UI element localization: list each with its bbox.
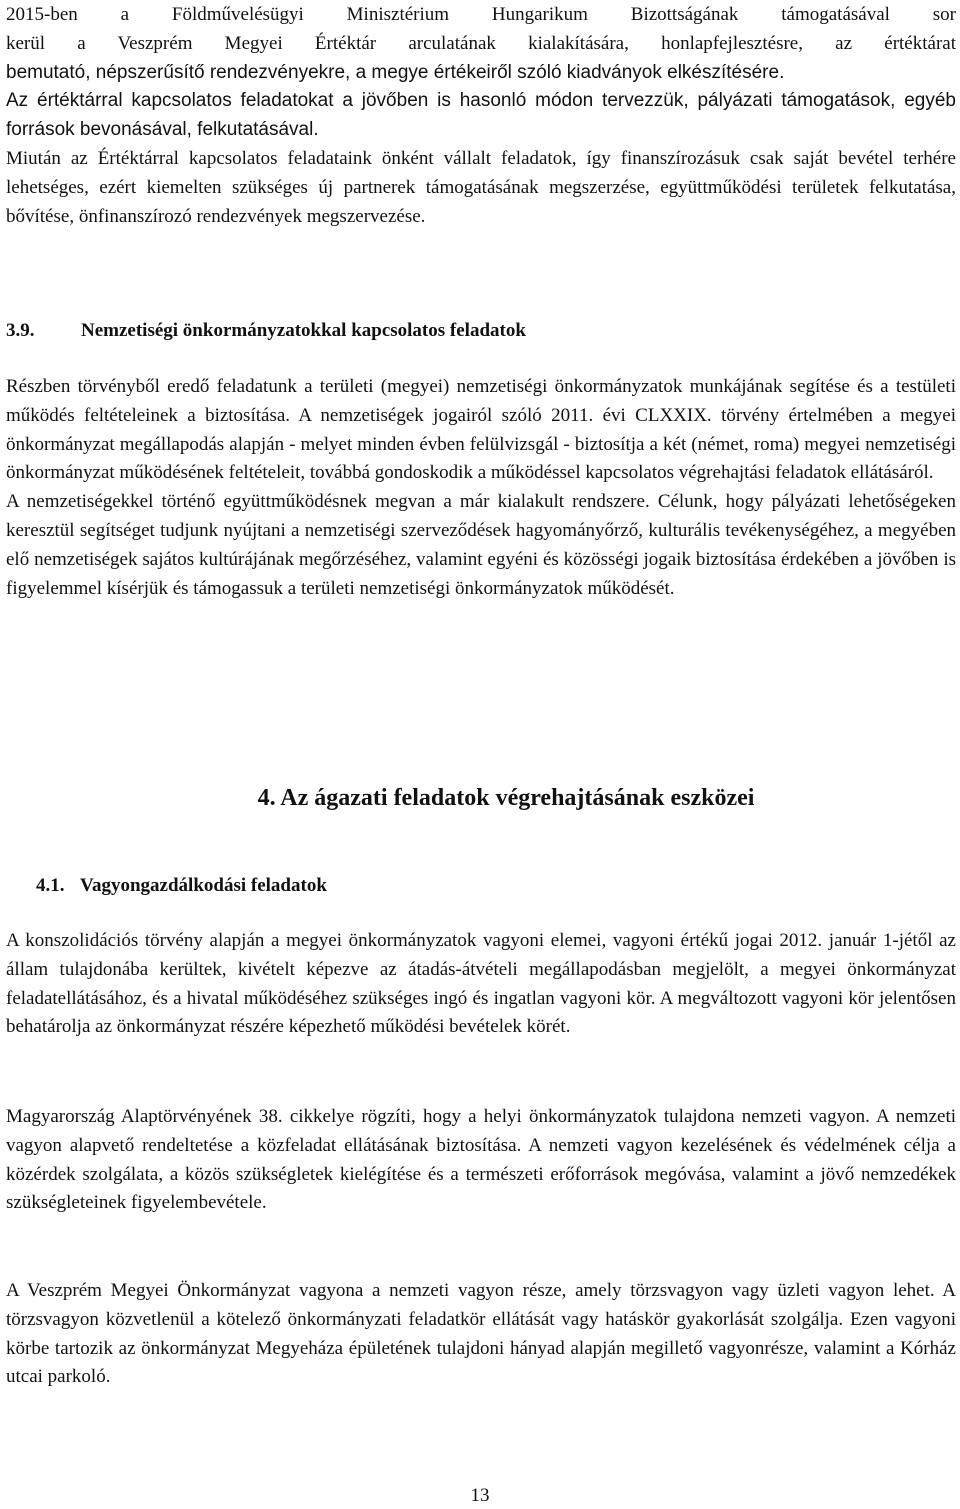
intro-block bbox=[6, 1, 956, 231]
intro-paragraph-2: Az értéktárral kapcsolatos feladatokat a jövőben is hasonló módon tervezzük, pályázati támogatások, egyéb források bevonásával, felkutatásával. bbox=[6, 90, 956, 141]
section-4-1-body-2 bbox=[6, 1103, 956, 1218]
section-4-1-heading bbox=[6, 872, 327, 900]
intro-line-3: bemutató, népszerűsítő rendezvényekre, a megye értékeiről szóló kiadványok elkészítésére. bbox=[6, 61, 785, 83]
chapter-4-number: 4. bbox=[257, 785, 276, 811]
intro-paragraph-1 bbox=[6, 1, 956, 87]
section-3-9-heading bbox=[6, 317, 526, 345]
section-3-9-paragraph-1: Részben törvényből eredő feladatunk a területi (megyei) nemzetiségi önkormányzatok munkájának segítése és a testületi működés feltételeinek a biztosítása. A nemzetiségek jogairól szóló 2011. évi CLXXIX. törvény értelmében a megyei önkormányzat megállapodás alapján - melyet minden évben felülvizsgál - biztosítja a két (német, roma) megyei nemzetiségi önkormányzat működésének feltételeit, továbbá gondoskodik a működéssel kapcsolatos végrehajtási feladatok ellátásáról. bbox=[6, 376, 956, 484]
intro-line-2: kerül a Veszprém Megyei Értéktár arculatának kialakítására, honlapfejlesztésre, az értéktárat bbox=[6, 32, 956, 54]
section-4-1-paragraph-1: A konszolidációs törvény alapján a megyei önkormányzatok vagyoni elemei, vagyoni értékű jogai 2012. január 1-jétől az állam tulajdonába kerültek, kivételt képezve az átadás-átvételi megállapodásban megjelölt, a megyei önkormányzat feladatellátásához, és a hivatal működéséhez szükséges ingó és ingatlan vagyoni kör. A megváltozott vagyoni kör jelentősen behatárolja az önkormányzat részére képezhető működési bevételek körét. bbox=[6, 930, 956, 1038]
intro-paragraph-3: Miután az Értéktárral kapcsolatos feladataink önként vállalt feladatok, így finanszírozásuk csak saját bevétel terhére lehetséges, ezért kiemelten szükséges új partnerek támogatásának megszerzése, együttműködési területek felkutatása, bővítése, önfinanszírozó rendezvények megszervezése. bbox=[6, 147, 956, 227]
section-4-1-body bbox=[6, 927, 956, 1042]
chapter-4-heading bbox=[6, 783, 960, 813]
intro-line-1: 2015-ben a Földművelésügyi Minisztérium Hungarikum Bizottságának támogatásával sor bbox=[6, 4, 956, 25]
section-3-9-title: Nemzetiségi önkormányzatokkal kapcsolatos feladatok bbox=[81, 320, 526, 341]
section-4-1-paragraph-2: Magyarország Alaptörvényének 38. cikkelye rögzíti, hogy a helyi önkormányzatok tulajdona nemzeti vagyon. A nemzeti vagyon alapvető rendeltetése a közfeladat ellátásának biztosítása. A nemzeti vagyon kezelésének és védelmének célja a közérdek szolgálata, a közös szükségletek kielégítése és a természeti erőforrások megóvása, valamint a jövő nemzedékek szükségleteinek figyelembevétele. bbox=[6, 1106, 956, 1214]
chapter-4-title: Az ágazati feladatok végrehajtásának eszközei bbox=[280, 785, 755, 811]
section-4-1-paragraph-3: A Veszprém Megyei Önkormányzat vagyona a nemzeti vagyon része, amely törzsvagyon vagy üzleti vagyon lehet. A törzsvagyon közvetlenül a kötelező önkormányzati feladatkör ellátását vagy hatáskör gyakorlását szolgálja. Ezen vagyoni körbe tartozik az önkormányzat Megyeháza épületének tulajdoni hányad alapján megillető vagyonrésze, valamint a Kórház utcai parkoló. bbox=[6, 1280, 956, 1388]
page-number: 13 bbox=[470, 1485, 490, 1506]
section-3-9-body bbox=[6, 373, 956, 603]
section-4-1-number: 4.1. bbox=[36, 875, 65, 896]
section-3-9-number: 3.9. bbox=[6, 320, 35, 341]
section-4-1-title: Vagyongazdálkodási feladatok bbox=[80, 875, 327, 896]
section-4-1-body-3 bbox=[6, 1277, 956, 1392]
section-3-9-paragraph-2: A nemzetiségekkel történő együttműködésnek megvan a már kialakult rendszere. Célunk, hogy pályázati lehetőségeken keresztül segítséget tudjunk nyújtani a nemzetiségi szerveződések hagyományőrző, kulturális tevékenységéhez, a megyében elő nemzetiségek sajátos kultúrájának megőrzéséhez, valamint egyéni és közösségi jogaik biztosítása érdekében a jövőben is figyelemmel kísérjük és támogassuk a területi nemzetiségi önkormányzatok működését. bbox=[6, 491, 956, 599]
